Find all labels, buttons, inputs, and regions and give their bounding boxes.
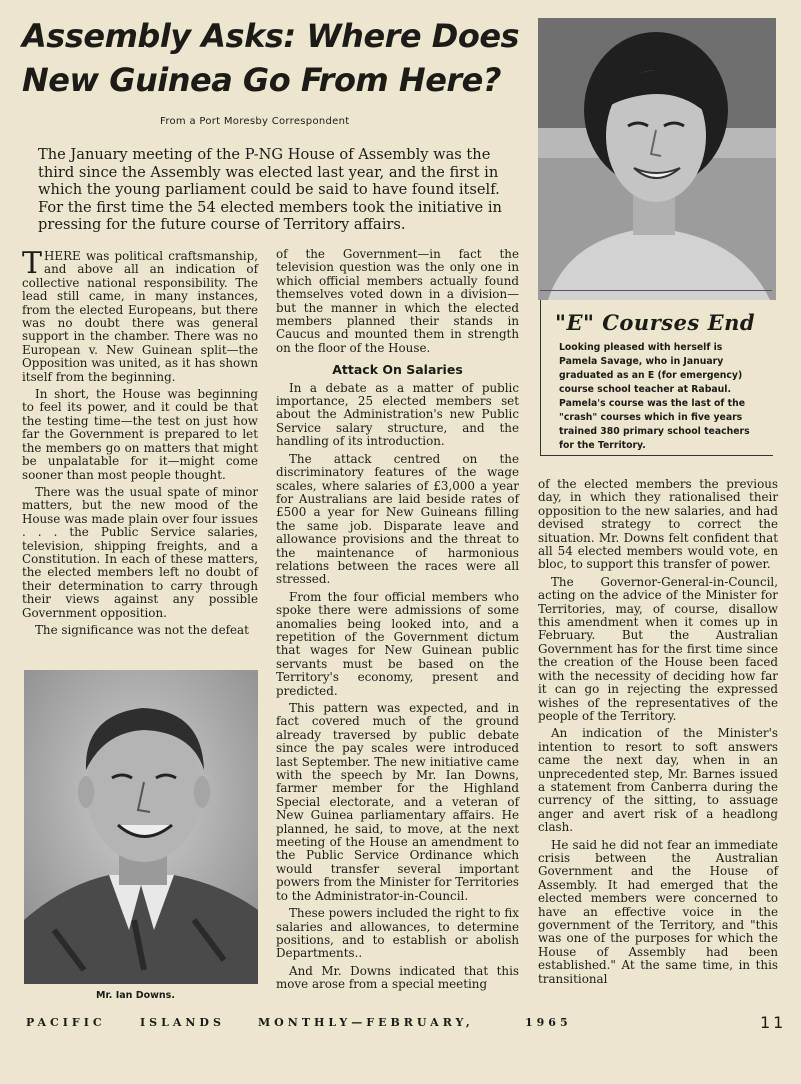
paragraph: The attack centred on the discriminatory features of the wage scales, where salaries of £3,000 a year for Australians are laid beside rates of £500 a year for New Guineans filling the same job. Disparate leave and allowance provisions and the threat to the maintenance of harmonious relations between the races were all stressed. [276,451,519,587]
photo-caption: Mr. Ian Downs. [96,990,175,1001]
headline-line-2: New Guinea Go From Here? [22,61,501,99]
sidebar-title: "E" Courses End [555,310,756,335]
standfirst: The January meeting of the P-NG House of Assembly was the third since the Assembly was elected last year, and the first in which the young parliament could be said to have found itself. For the first time the 54 elected members took the initiative in pressing for the future course of Territory affairs. [38,146,502,234]
sidebar-box [540,300,773,456]
byline: From a Port Moresby Correspondent [160,116,350,127]
photo-pamela-savage [538,18,776,300]
paragraph: From the four official members who spoke there were admissions of some anomalies being looked into, and a repetition of the Government dictum that wages for New Guinean public servants must be based on the Territory's economy, present and predicted. [276,589,519,698]
paragraph: An indication of the Minister's intention to resort to soft answers came the next day, when in an unprecedented step, Mr. Barnes issued a statement from Canberra during the currency of the sitting, to assuage anger and avert risk of a headlong clash. [538,726,778,835]
paragraph: In short, the House was beginning to feel its power, and it could be that the testing time—the test on just how far the Government is prepared to let the members go on matters that might be unpalatable for it—might come sooner than most people thought. [22,387,258,482]
paragraph: There was the usual spate of minor matters, but the new mood of the House was made plain over four issues . . . the Public Service salaries, television, shipping freights, and a Constitution. In each of these matters, the elected members left no doubt of their determination to carry through their views against any possible Government opposition. [22,484,258,620]
footer-islands: ISLANDS [140,1016,225,1029]
paragraph: The significance was not the defeat [35,622,249,637]
paragraph: The Governor-General-in-Council, acting on the advice of the Minister for Territories, may, of course, disallow this amendment when it comes up in February. But the Australian Government has for the first time since the creation of the House been faced with the necessity of deciding how far it can go in rejecting the expressed wishes of the representatives of the people of the Territory. [538,574,778,723]
paragraph: And Mr. Downs indicated that this move arose from a special meeting [276,963,519,992]
headline-line-1: Assembly Asks: Where Does [22,17,520,55]
subheading: Attack On Salaries [332,362,463,378]
article-column-2 [276,248,519,996]
photo-ian-downs [24,670,258,984]
sidebar-caption: Looking pleased with herself is Pamela Savage, who in January graduated as an E (for emergency) course school teacher at Rabaul. Pamela's course was the last of the "crash" courses which in five years trained 380 primary school teachers for the Territory. [559,342,750,451]
headline [22,14,522,102]
page-number: 11 [760,1013,787,1032]
paragraph [22,246,258,384]
article-column-3 [538,478,778,990]
drop-cap: T [22,246,43,281]
paragraph-text: HERE was political craftsmanship, and above all an indication of collective national responsibility. The lead still came, in many instances, from the elected Europeans, but there was no doubt there was general support in the chamber. There was no European v. New Guinean split—the Opposition was united, as it has shown itself from the beginning. [22,249,258,384]
footer-pacific: PACIFIC [26,1016,106,1029]
article-column-1 [22,246,258,641]
paragraph: These powers included the right to fix salaries and allowances, to determine positions, and to establish or abolish Departments.. [276,906,519,961]
sidebar-divider [540,290,772,291]
paragraph: of the elected members the previous day, in which they rationalised their opposition to the new salaries, and had devised strategy to correct the situation. Mr. Downs felt confident that all 54 elected members would vote, en bloc, to support this transfer of power. [538,477,778,572]
footer-year: 1965 [525,1016,572,1029]
paragraph: This pattern was expected, and in fact covered much of the ground already traversed by public debate since the pay scales were introduced last September. The new initiative came with the speech by Mr. Ian Downs, farmer member for the Highland Special electorate, and a veteran of New Guinea parliamentary affairs. He planned, he said, to move, at the next meeting of the House an amendment to the Public Service Ordinance which would transfer several important powers from the Minister for Territories to the Administrator-in-Council. [276,701,519,903]
paragraph: He said he did not fear an immediate crisis between the Australian Government and the House of Assembly. It had emerged that the elected members were concerned to have an effective voice in the government of the Territory, and "this was one of the purposes for which the House of Assembly had been established." At the same time, in this transitional [538,837,778,986]
paragraph: In a debate as a matter of public importance, 25 elected members set about the Administration's new Public Service salary structure, and the handling of its introduction. [276,380,519,449]
footer-monthly: MONTHLY—FEBRUARY, [258,1016,474,1029]
paragraph: of the Government—in fact the television question was the only one in which official members actually found themselves voted down in a division—but the manner in which the elected members planned their stands in Caucus and mounted them in strength on the floor of the House. [276,247,519,355]
